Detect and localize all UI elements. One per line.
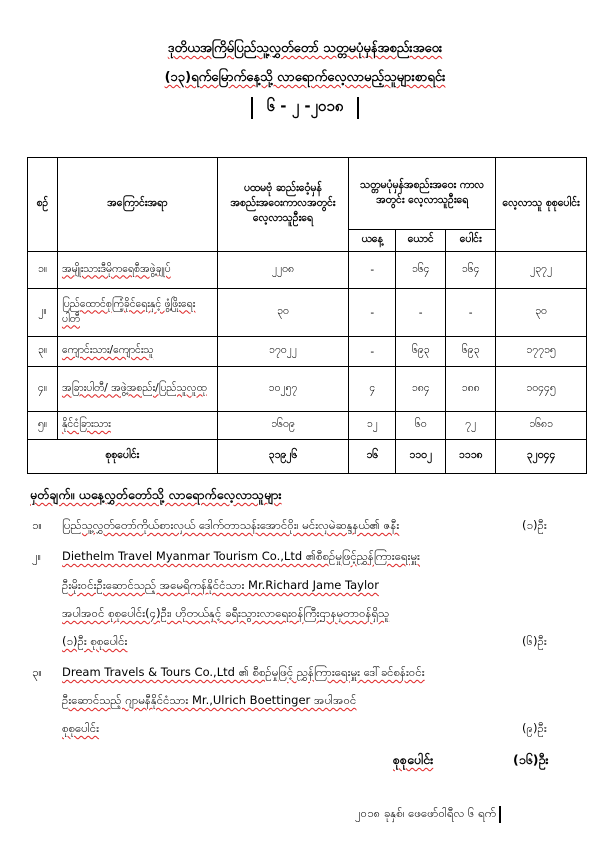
row-male: ၆၉၃: [396, 337, 446, 367]
header-foreign: ယနေ့: [349, 230, 396, 252]
footer-date: ၂၀၁၈ ခုနှစ်၊ ဖေဖော်ဝါရီလ ၆ ရက်: [355, 806, 501, 823]
row-subject: နိုင်ငံခြားသား: [57, 412, 217, 440]
row-male: ၁၈၄: [396, 367, 446, 412]
row-gallery: ၂၂၀၈: [217, 252, 349, 289]
table-header-row: [28, 158, 587, 230]
row-male: -: [396, 289, 446, 337]
total-total: ၁၁၁၈: [446, 440, 496, 474]
row-gallery: ၁၇၀၂၂: [217, 337, 349, 367]
row-total: -: [446, 289, 496, 337]
table-row: [28, 337, 587, 367]
note-1-text: ပြည်သူ့လွှတ်တော်ကိုယ်စားလှယ် ဒေါက်တာသန်းအောင်ဝိုး၊ မင်းလှမဲဆန္ဒနယ်၏ ဇနီး: [62, 518, 400, 532]
row-foreign: -: [349, 289, 396, 337]
row-gallery: ၁၀၂၅၇: [217, 367, 349, 412]
row-gallery: ၃၀: [217, 289, 349, 337]
total-male: ၁၁၀၂: [396, 440, 446, 474]
table-row: [28, 412, 587, 440]
document-date-heading: ၆ - ၂ -၂၀၁၈: [0, 97, 610, 119]
row-male: ၆၀: [396, 412, 446, 440]
total-gallery: ၃၁၉၂၆: [217, 440, 349, 474]
row-subject: အမျိုးသားဒီမိုကရေစီအဖွဲ့ချုပ်: [57, 252, 217, 289]
row-no: ၅။: [28, 412, 58, 440]
total-label: စုစုပေါင်း: [28, 440, 218, 474]
header-male: ယောင်: [396, 230, 446, 252]
note-2-line-4: (၁)ဦး စုစုပေါင်း: [62, 634, 128, 648]
visitor-table: [27, 157, 587, 474]
note-3-count: (၉)ဦး: [522, 721, 547, 735]
table-total-row: [28, 440, 587, 474]
header-session-group: သတ္တမပုံမှန်အစည်းအဝေး ကာလအတွင်း လေ့လာသူဦးရေ: [349, 158, 496, 230]
total-grand: ၃၂၀၄၄: [496, 440, 587, 474]
row-total: ၆၉၃: [446, 337, 496, 367]
note-3-line-3: စုစုပေါင်း: [62, 721, 100, 735]
table-row: [28, 289, 587, 337]
row-gallery: ၁၆၀၉: [217, 412, 349, 440]
note-2-line-2: ဦးမိုးဝင်းဦးဆောင်သည့် အမေရိကန်နိုင်ငံသား Mr.Richard Jame Taylor: [62, 578, 379, 592]
note-2-line-1: Diethelm Travel Myanmar Tourism Co.,Ltd ၏စီစဉ်မှုဖြင့်ညွှန်ကြားရေးမှူး: [62, 549, 420, 563]
row-total: ၁၈၈: [446, 367, 496, 412]
note-2-line-3: အပါအဝင် စုစုပေါင်း(၄)ဦး၊ ဟိုတယ်နှင့် ခရီးသွားလာရေးဝန်ကြီးဌာနမှတာဝန်ရှိသူ: [62, 606, 390, 620]
note-3-number: ၃။: [32, 665, 42, 679]
row-grand: ၁၇၇၁၅: [496, 337, 587, 367]
document-title-line-2: (၁၃)ရက်မြောက်နေ့သို့ လာရောက်လေ့လာမည့်သူများစာရင်း: [164, 70, 446, 85]
row-grand: ၃၀: [496, 289, 587, 337]
header-grand-total: လေ့လာသူ စုစုပေါင်း: [496, 158, 587, 252]
row-total: ၁၆၄: [446, 252, 496, 289]
total-foreign: ၁၆: [349, 440, 396, 474]
header-total: ပေါင်း: [446, 230, 496, 252]
row-no: ၂။: [28, 289, 58, 337]
table-row: [28, 252, 587, 289]
notes-title: မှတ်ချက်။ ယနေ့လွှတ်တော်သို့ လာရောက်လေ့လာသူများ: [30, 487, 282, 502]
row-grand: ၂၃၇၂: [496, 252, 587, 289]
note-1-number: ၁။: [32, 518, 42, 532]
row-foreign: ၄: [349, 367, 396, 412]
note-3-line-2: ဦးဆောင်သည့် ဂျာမနီနိုင်ငံသား Mr.,Ulrich Boettinger အပါအဝင်: [62, 693, 357, 707]
note-2-number: ၂။: [32, 549, 42, 563]
header-no: စဥ်: [28, 158, 58, 252]
note-1-count: (၁)ဦး: [522, 518, 547, 532]
row-male: ၁၆၄: [396, 252, 446, 289]
row-no: ၁။: [28, 252, 58, 289]
row-grand: ၁၀၄၄၅: [496, 367, 587, 412]
row-total: ၇၂: [446, 412, 496, 440]
notes-total-count: (၁၆)ဦး: [513, 752, 549, 767]
row-no: ၃။: [28, 337, 58, 367]
note-3-line-1: Dream Travels & Tours Co.,Ltd ၏ စီစဉ်မှုဖြင့် ညွှန်ကြားရေးမှူး ဒေါ်ခင်စန်းဝင်း: [62, 665, 425, 679]
table-row: [28, 367, 587, 412]
header-subject: အကြောင်းအရာ: [57, 158, 217, 252]
row-foreign: ၁၂: [349, 412, 396, 440]
row-foreign: -: [349, 337, 396, 367]
row-no: ၄။: [28, 367, 58, 412]
row-subject: ကျောင်းသား/ကျောင်းသူ: [57, 337, 217, 367]
row-foreign: -: [349, 252, 396, 289]
notes-total-label: စုစုပေါင်း: [393, 752, 434, 767]
note-2-count: (၆)ဦး: [522, 634, 547, 648]
row-grand: ၁၆၈၁: [496, 412, 587, 440]
row-subject: ပြည်ထောင်စုကြံ့ခိုင်ရေးနှင့် ဖွံ့ဖြိုးရေးပါတီ: [57, 289, 217, 337]
header-gallery: ပထမဗုံ ဆည်းဝေံ့မှန် အစည်းအဝေးကာလအတွင်း လေ့လာသူဦးရေ: [217, 158, 349, 252]
row-subject: အခြားပါတီ/ အဖွဲ့အစည်း/ပြည်သူလူထု: [57, 367, 217, 412]
document-title-line-1: ဒုတိယအကြိမ်ပြည်သူ့လွှတ်တော် သတ္တမပုံမှန်အစည်းအဝေး: [167, 41, 443, 56]
